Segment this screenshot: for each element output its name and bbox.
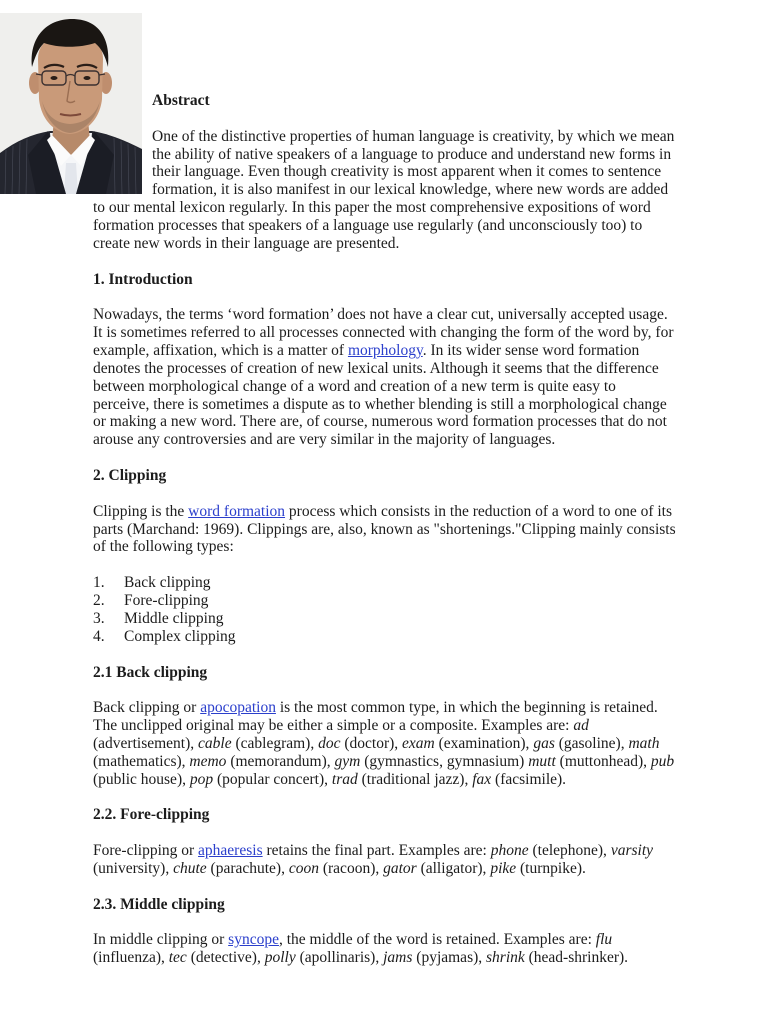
- paragraph: [93, 128, 768, 253]
- text-run: process which consists in the reduction of a word to one of its: [285, 502, 673, 520]
- paragraph: [93, 931, 768, 967]
- text-run: (racoon),: [318, 859, 384, 877]
- example-term: gym: [334, 752, 361, 770]
- link-morphology[interactable]: morphology: [347, 342, 423, 360]
- text-run: example, affixation, which is a matter of: [93, 342, 348, 360]
- text-run: The unclipped original may be either a simple or a composite. Examples are:: [93, 717, 574, 735]
- example-term: ad: [573, 717, 589, 735]
- text-line: their language. Even though creativity is most apparent when it comes to sentence: [152, 163, 662, 181]
- text-run: (head-shrinker).: [524, 949, 629, 967]
- text-run: (university),: [93, 859, 174, 877]
- middle-clipping-heading: 2.3. Middle clipping: [93, 895, 225, 913]
- text-run: (telephone),: [528, 842, 611, 860]
- text-run: In middle clipping or: [93, 931, 229, 949]
- example-term: tec: [168, 949, 187, 967]
- text-line: [93, 699, 768, 717]
- example-term: math: [628, 734, 660, 752]
- text-run: (popular concert),: [213, 770, 332, 788]
- link-aphaeresis[interactable]: aphaeresis: [198, 842, 263, 860]
- text-line: parts (Marchand: 1969). Clippings are, also, known as "shortenings."Clipping mainly consists: [93, 520, 676, 538]
- list-number: 1.: [93, 574, 105, 592]
- text-run: Fore-clipping or: [93, 842, 199, 860]
- example-term: gator: [383, 859, 417, 877]
- text-line: [93, 771, 768, 789]
- text-line: [93, 503, 768, 521]
- text-run: (alligator),: [416, 859, 491, 877]
- example-term: gas: [533, 734, 555, 752]
- text-run: (advertisement),: [93, 734, 199, 752]
- paragraph: [93, 842, 768, 878]
- text-line: It is sometimes referred to all processes connected with changing the form of the word by, for: [93, 324, 674, 342]
- text-run: (muttonhead),: [555, 752, 651, 770]
- text-run: . In its wider sense word formation: [422, 342, 640, 360]
- text-line: formation processes that speakers of a language use regularly (and unconsciously too) to: [93, 217, 643, 235]
- list-item: [93, 592, 768, 610]
- list-label: Back clipping: [124, 574, 211, 592]
- text-line: [93, 342, 768, 360]
- list-number: 2.: [93, 592, 105, 610]
- clipping-heading: 2. Clipping: [93, 467, 167, 485]
- paragraph: [93, 699, 768, 788]
- fore-clipping-heading: 2.2. Fore-clipping: [93, 806, 210, 824]
- example-term: mutt: [528, 752, 556, 770]
- example-term: pop: [189, 770, 214, 788]
- text-line: [93, 717, 768, 735]
- text-run: (gymnastics, gymnasium): [360, 752, 529, 770]
- text-run: (influenza),: [93, 949, 169, 967]
- example-term: trad: [331, 770, 358, 788]
- example-term: fax: [472, 770, 492, 788]
- link-word-formation[interactable]: word formation: [188, 502, 286, 520]
- introduction-heading: 1. Introduction: [93, 270, 193, 288]
- text-line: Nowadays, the terms ‘word formation’ does not have a clear cut, universally accepted usage.: [93, 306, 668, 324]
- text-run: (examination),: [434, 734, 534, 752]
- text-line: arouse any controversies and are very similar in the majority of languages.: [93, 431, 556, 449]
- example-term: phone: [490, 842, 529, 860]
- document-body: [93, 92, 768, 985]
- text-line: [93, 949, 768, 967]
- text-run: , the middle of the word is retained. Examples are:: [278, 931, 596, 949]
- text-run: (mathematics),: [93, 752, 190, 770]
- text-run: (facsimile).: [491, 770, 567, 788]
- text-line: of the following types:: [93, 538, 234, 556]
- text-line: to our mental lexicon regularly. In this paper the most comprehensive expositions of word: [93, 199, 651, 217]
- numbered-list: [93, 574, 768, 645]
- link-apocopation[interactable]: apocopation: [200, 699, 276, 717]
- back-clipping-heading: 2.1 Back clipping: [93, 663, 208, 681]
- text-run: (doctor),: [340, 734, 403, 752]
- text-run: is the most common type, in which the beginning is retained.: [275, 699, 658, 717]
- paragraph: [93, 306, 768, 449]
- example-term: polly: [264, 949, 296, 967]
- example-term: exam: [402, 734, 435, 752]
- list-item: [93, 574, 768, 592]
- example-term: jams: [383, 949, 413, 967]
- text-run: (pyjamas),: [412, 949, 487, 967]
- text-line: One of the distinctive properties of human language is creativity, by which we mean: [152, 127, 675, 145]
- text-line: [93, 735, 768, 753]
- text-run: (parachute),: [206, 859, 289, 877]
- text-line: denotes the processes of creation of new lexical units. Although it seems that the difference: [93, 359, 659, 377]
- text-run: Back clipping or: [93, 699, 201, 717]
- text-run: (detective),: [186, 949, 265, 967]
- list-item: [93, 610, 768, 628]
- text-line: perceive, there is sometimes a dispute as to whether blending is still a morphological change: [93, 395, 667, 413]
- paragraph: [93, 503, 768, 557]
- list-label: Complex clipping: [124, 627, 236, 645]
- text-run: retains the final part. Examples are:: [262, 842, 491, 860]
- text-run: (apollinaris),: [295, 949, 384, 967]
- text-line: the ability of native speakers of a language to produce and understand new forms in: [152, 145, 672, 163]
- list-number: 4.: [93, 627, 105, 645]
- example-term: flu: [595, 931, 613, 949]
- example-term: shrink: [486, 949, 525, 967]
- example-term: coon: [288, 859, 319, 877]
- example-term: varsity: [610, 842, 653, 860]
- text-line: [93, 753, 768, 771]
- text-run: Clipping is the: [93, 502, 189, 520]
- list-item: [93, 628, 768, 646]
- example-term: pike: [490, 859, 517, 877]
- example-term: doc: [318, 734, 341, 752]
- text-line: or making a new word. There are, of course, numerous word formation processes that do not: [93, 413, 667, 431]
- list-number: 3.: [93, 609, 105, 627]
- text-run: (turnpike).: [516, 859, 586, 877]
- list-label: Middle clipping: [124, 609, 224, 627]
- list-label: Fore-clipping: [124, 592, 209, 610]
- text-line: [93, 931, 768, 949]
- example-term: memo: [189, 752, 227, 770]
- text-run: (memorandum),: [226, 752, 335, 770]
- example-term: chute: [173, 859, 207, 877]
- example-term: pub: [650, 752, 675, 770]
- text-run: (gasoline),: [554, 734, 629, 752]
- text-line: create new words in their language are presented.: [93, 234, 400, 252]
- text-run: (cablegram),: [231, 734, 319, 752]
- text-run: (traditional jazz),: [357, 770, 473, 788]
- text-line: formation, it is also manifest in our lexical knowledge, where new words are added: [152, 181, 669, 199]
- text-run: (public house),: [93, 770, 190, 788]
- example-term: cable: [198, 734, 232, 752]
- text-line: between morphological change of a word and creation of a new term is quite easy to: [93, 377, 616, 395]
- link-syncope[interactable]: syncope: [228, 931, 279, 949]
- abstract-heading: Abstract: [152, 92, 210, 109]
- text-line: [93, 860, 768, 878]
- text-line: [93, 842, 768, 860]
